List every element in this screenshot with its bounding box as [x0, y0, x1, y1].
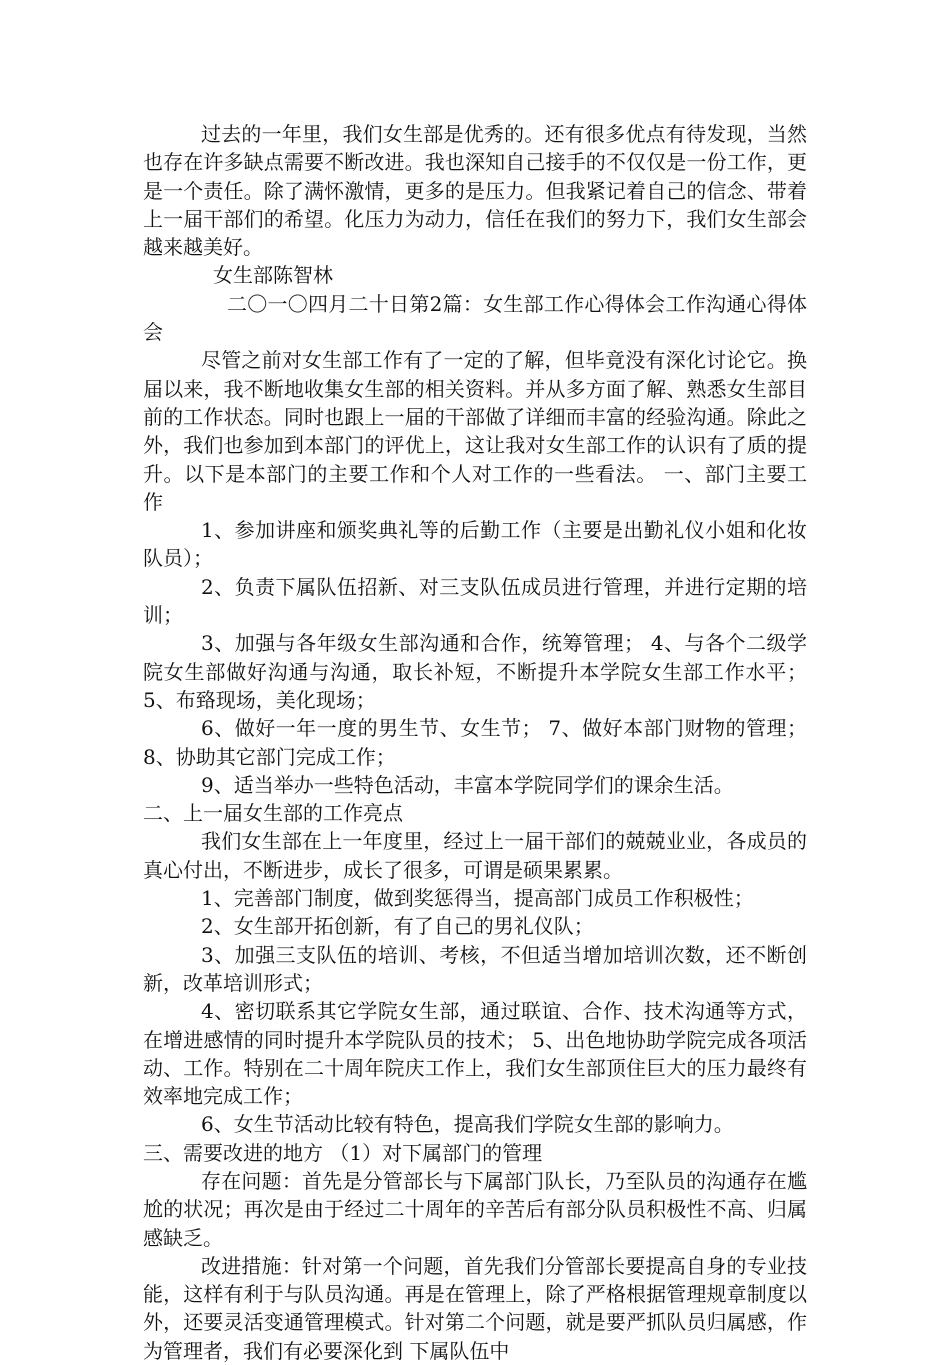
paragraph: 二、上一届女生部的工作亮点 — [143, 801, 403, 826]
paragraph: 过去的一年里，我们女生部是优秀的。还有很多优点有待发现，当然也存在许多缺点需要不断改进。我也深知自己接手的不仅仅是一份工作，更是一个责任。除了满怀激情，更多的是压力。但我紧记着自己的信念、带着上一届干部们的希望。化压力为动力，信任在我们的努力下，我们女生部会越来越美好。 — [143, 122, 807, 260]
paragraph: 改进措施：针对第一个问题，首先我们分管部长要提高自身的专业技能，这样有利于与队员沟通。再是在管理上，除了严格根据管理规章制度以外，还要灵活变通管理模式。针对第二个问题，就是要严抓队员归属感，作为管理者，我们有必要深化到 下属队伍中 — [143, 1253, 807, 1363]
paragraph: 9、适当举办一些特色活动，丰富本学院同学们的课余生活。 — [201, 772, 734, 797]
paragraph: 1、参加讲座和颁奖典礼等的后勤工作（主要是出勤礼仪小姐和化妆队员）； — [143, 518, 807, 571]
paragraph: 1、完善部门制度，做到奖惩得当，提高部门成员工作积极性； — [201, 886, 754, 911]
paragraph: 尽管之前对女生部工作有了一定的了解，但毕竟没有深化讨论它。换届以来，我不断地收集女生部的相关资料。并从多方面了解、熟悉女生部目前的工作状态。同时也跟上一届的干部做了详细而丰富的经验沟通。除此之外，我们也参加到本部门的评优上，这让我对女生部工作的认识有了质的提升。以下是本部门的主要工作和个人对工作的一些看法。 一、部门主要工作 — [143, 348, 807, 514]
paragraph: 2、女生部开拓创新，有了自己的男礼仪队； — [201, 914, 594, 939]
paragraph: 2、负责下属队伍招新、对三支队伍成员进行管理，并进行定期的培训； — [143, 574, 807, 628]
document-page — [143, 120, 807, 1365]
paragraph: 3、加强与各年级女生部沟通和合作，统筹管理； 4、与各个二级学院女生部做好沟通与沟通，取长补短，不断提升本学院女生部工作水平； 5、布臵现场，美化现场； — [143, 631, 807, 712]
paragraph: 二〇一〇四月二十日第2篇：女生部工作心得体会工作沟通心得体会 — [143, 291, 807, 345]
paragraph: 6、女生节活动比较有特色，提高我们学院女生部的影响力。 — [201, 1112, 734, 1137]
paragraph: 6、做好一年一度的男生节、女生节； 7、做好本部门财物的管理； 8、协助其它部门完成工作； — [143, 716, 807, 769]
paragraph: 存在问题：首先是分管部长与下属部门队长，乃至队员的沟通存在尴尬的状况；再次是由于经过二十周年的辛苦后有部分队员积极性不高、归属感缺乏。 — [143, 1168, 807, 1250]
paragraph: 三、需要改进的地方 （1）对下属部门的管理 — [143, 1140, 543, 1165]
paragraph: 4、密切联系其它学院女生部，通过联谊、合作、技术沟通等方式，在增进感情的同时提升本学院队员的技术； 5、出色地协助学院完成各项活动、工作。特别在二十周年院庆工作上，我们女生部顶住巨大的压力最终有效率地完成工作； — [143, 999, 807, 1109]
paragraph: 3、加强三支队伍的培训、考核，不但适当增加培训次数，还不断创新，改革培训形式； — [143, 942, 807, 995]
paragraph: 女生部陈智林 — [213, 263, 333, 288]
paragraph: 我们女生部在上一年度里，经过上一届干部们的兢兢业业，各成员的真心付出，不断进步，成长了很多，可谓是硕果累累。 — [143, 829, 807, 882]
